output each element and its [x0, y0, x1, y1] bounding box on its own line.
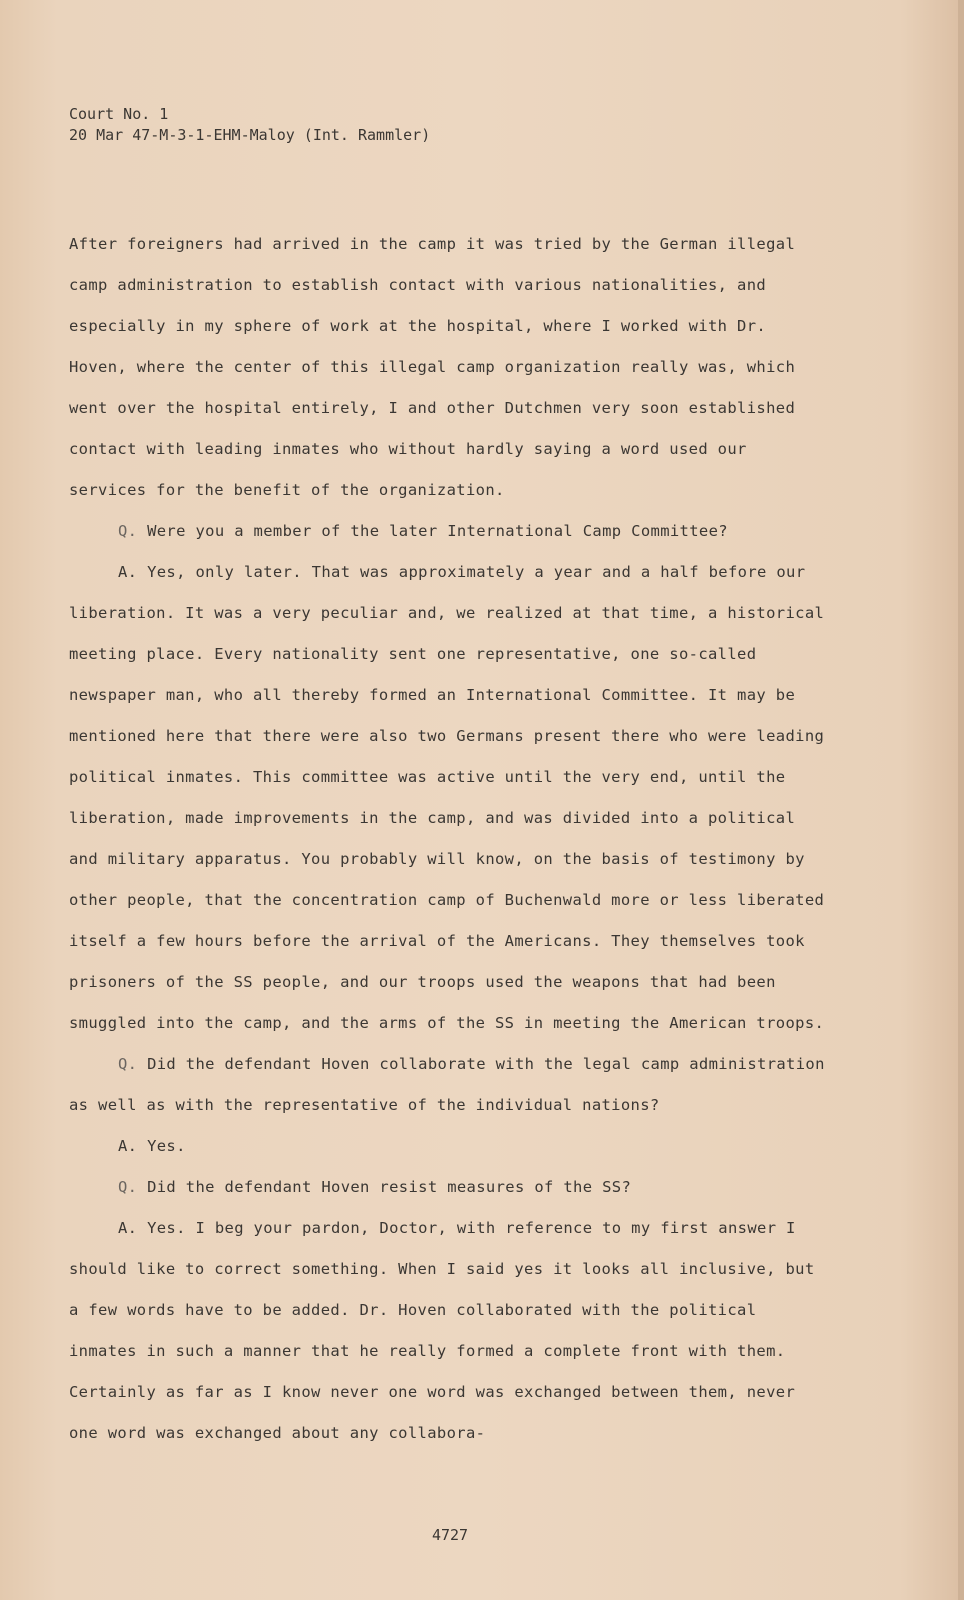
speaker-marker: Q.	[118, 1178, 138, 1196]
document-header	[69, 104, 430, 146]
page-number: 4727	[431, 1526, 469, 1544]
answer-paragraph: A. Yes, only later. That was approximately a year and a half before our liberation. It was a very peculiar and, we realized at that time, a historical meeting place. Every nationality sent one representative, one so-called newspaper man, who all thereby formed an International Committee. It may be mentioned here that there were also two Germans present there who were leading political inmates. This committee was active until the very end, until the liberation, made improvements in the camp, and was divided into a political and military apparatus. You probably will know, on the basis of testimony by other people, that the concentration camp of Buchenwald more or less liberated itself a few hours before the arrival of the Americans. They themselves took prisoners of the SS people, and our troops used the weapons that had been smuggled into the camp, and the arms of the SS in meeting the American troops.	[69, 563, 825, 1032]
court-number: Court No. 1	[69, 105, 169, 123]
question-paragraph: Q. Did the defendant Hoven resist measures of the SS?	[118, 1178, 632, 1196]
transcript-body	[69, 224, 829, 1454]
session-reference: 20 Mar 47-M-3-1-EHM-Maloy (Int. Rammler)	[69, 126, 431, 144]
speaker-marker: Q.	[118, 1055, 138, 1073]
speaker-marker: Q.	[118, 522, 138, 540]
answer-paragraph: A. Yes.	[118, 1137, 186, 1155]
speaker-marker: A.	[118, 563, 138, 581]
speaker-marker: A.	[118, 1219, 138, 1237]
question-paragraph: Q. Were you a member of the later International Camp Committee?	[118, 522, 728, 540]
question-paragraph: Q. Did the defendant Hoven collaborate with the legal camp administration as well as with the representative of the individual nations?	[69, 1055, 825, 1114]
speaker-marker: A.	[118, 1137, 138, 1155]
paragraph: After foreigners had arrived in the camp it was tried by the German illegal camp administration to establish contact with various nationalities, and especially in my sphere of work at the hospital, where I worked with Dr. Hoven, where the center of this illegal camp organization really was, which went over the hospital entirely, I and other Dutchmen very soon established contact with leading inmates who without hardly saying a word used our services for the benefit of the organization.	[69, 235, 796, 499]
answer-paragraph: A. Yes. I beg your pardon, Doctor, with reference to my first answer I should like to correct something. When I said yes it looks all inclusive, but a few words have to be added. Dr. Hoven collaborated with the political inmates in such a manner that he really formed a complete front with them. Certainly as far as I know never one word was exchanged between them, never one word was exchanged about any collabora-	[69, 1219, 815, 1442]
